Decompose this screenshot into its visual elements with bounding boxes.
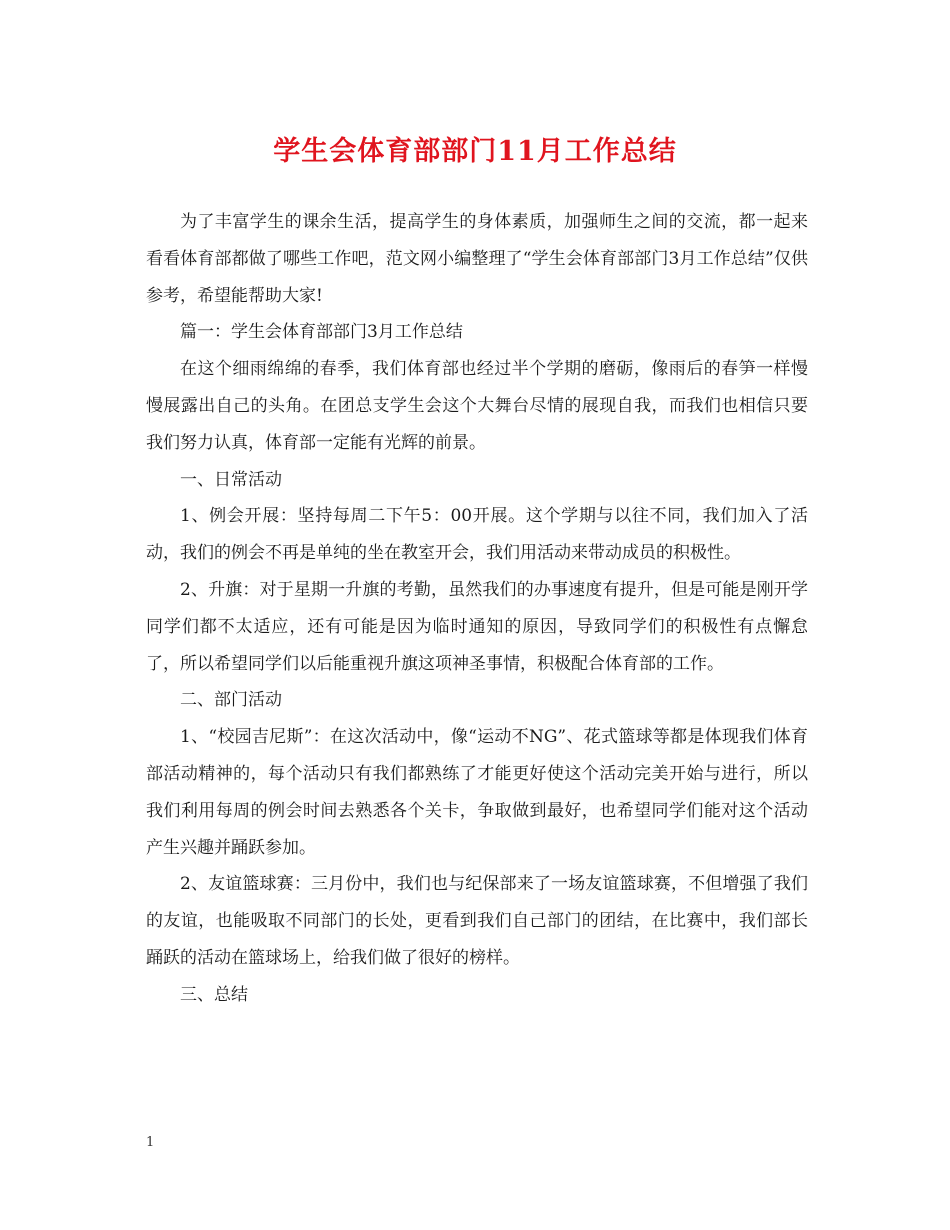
body-paragraph: 2、友谊篮球赛：三月份中，我们也与纪保部来了一场友谊篮球赛，不但增强了我们的友谊，也能吸取不同部门的长处，更看到我们自己部门的团结，在比赛中，我们部长踊跃的活动在篮球场上，给我们做了很好的榜样。 [146, 874, 808, 968]
section-heading-part-one: 篇一：学生会体育部部门3月工作总结 [180, 322, 463, 343]
document-body [146, 204, 808, 1014]
section-heading-daily-activities: 一、日常活动 [180, 469, 282, 490]
page-number: 1 [146, 1135, 155, 1150]
body-paragraph: 1、例会开展：坚持每周二下午5：00开展。这个学期与以往不同，我们加入了活动，我们的例会不再是单纯的坐在教室开会，我们用活动来带动成员的积极性。 [146, 506, 808, 564]
body-paragraph: 1、“校园吉尼斯”：在这次活动中，像“运动不NG”、花式篮球等都是体现我们体育部活动精神的，每个活动只有我们都熟练了才能更好使这个活动完美开始与进行，所以我们利用每周的例会时间去熟悉各个关卡，争取做到最好，也希望同学们能对这个活动产生兴趣并踊跃参加。 [146, 727, 808, 858]
body-paragraph: 在这个细雨绵绵的春季，我们体育部也经过半个学期的磨砺，像雨后的春笋一样慢慢展露出自己的头角。在团总支学生会这个大舞台尽情的展现自我，而我们也相信只要我们努力认真，体育部一定能有光辉的前景。 [146, 359, 808, 453]
document-title: 学生会体育部部门11月工作总结 [273, 136, 677, 167]
body-paragraph: 2、升旗：对于星期一升旗的考勤，虽然我们的办事速度有提升，但是可能是刚开学同学们都不太适应，还有可能是因为临时通知的原因，导致同学们的积极性有点懈怠了，所以希望同学们以后能重视升旗这项神圣事情，积极配合体育部的工作。 [146, 579, 808, 674]
section-heading-department-activities: 二、部门活动 [180, 690, 282, 711]
section-heading-summary: 三、总结 [180, 984, 248, 1005]
intro-paragraph: 为了丰富学生的课余生活，提高学生的身体素质，加强师生之间的交流，都一起来看看体育部都做了哪些工作吧，范文网小编整理了“学生会体育部部门3月工作总结”仅供参考，希望能帮助大家! [146, 212, 808, 306]
